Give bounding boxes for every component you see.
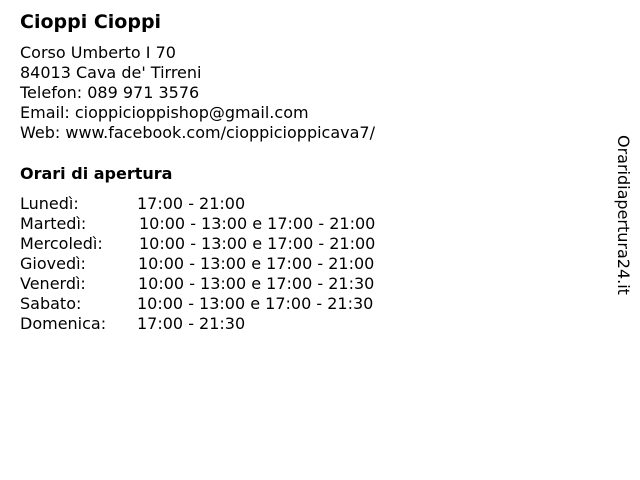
day-label: Martedì:	[20, 214, 87, 233]
day-label: Sabato:	[20, 294, 82, 313]
business-name: Cioppi Cioppi	[20, 11, 162, 33]
day-label: Mercoledì:	[20, 234, 103, 253]
site-watermark: Oraridiapertura24.it	[614, 135, 633, 295]
time-value: 10:00 - 13:00 e 17:00 - 21:00	[139, 234, 376, 253]
address-city: 84013 Cava de' Tirreni	[20, 63, 202, 82]
day-label: Domenica:	[20, 314, 107, 333]
address-street: Corso Umberto I 70	[20, 43, 176, 62]
day-label: Lunedì:	[20, 194, 79, 213]
day-label: Giovedì:	[20, 254, 86, 273]
time-value: 17:00 - 21:30	[137, 314, 246, 333]
contact-info	[20, 43, 375, 143]
time-value: 10:00 - 13:00 e 17:00 - 21:30	[138, 274, 375, 293]
email-text: Email: cioppicioppishop@gmail.com	[20, 103, 309, 122]
time-value: 10:00 - 13:00 e 17:00 - 21:30	[137, 294, 374, 313]
opening-hours-heading: Orari di apertura	[20, 164, 173, 183]
phone-text: Telefon: 089 971 3576	[20, 83, 200, 102]
day-label: Venerdì:	[20, 274, 86, 293]
time-value: 10:00 - 13:00 e 17:00 - 21:00	[138, 254, 375, 273]
web-text: Web: www.facebook.com/cioppicioppicava7/	[20, 123, 375, 142]
time-value: 17:00 - 21:00	[137, 194, 246, 213]
time-value: 10:00 - 13:00 e 17:00 - 21:00	[139, 214, 376, 233]
